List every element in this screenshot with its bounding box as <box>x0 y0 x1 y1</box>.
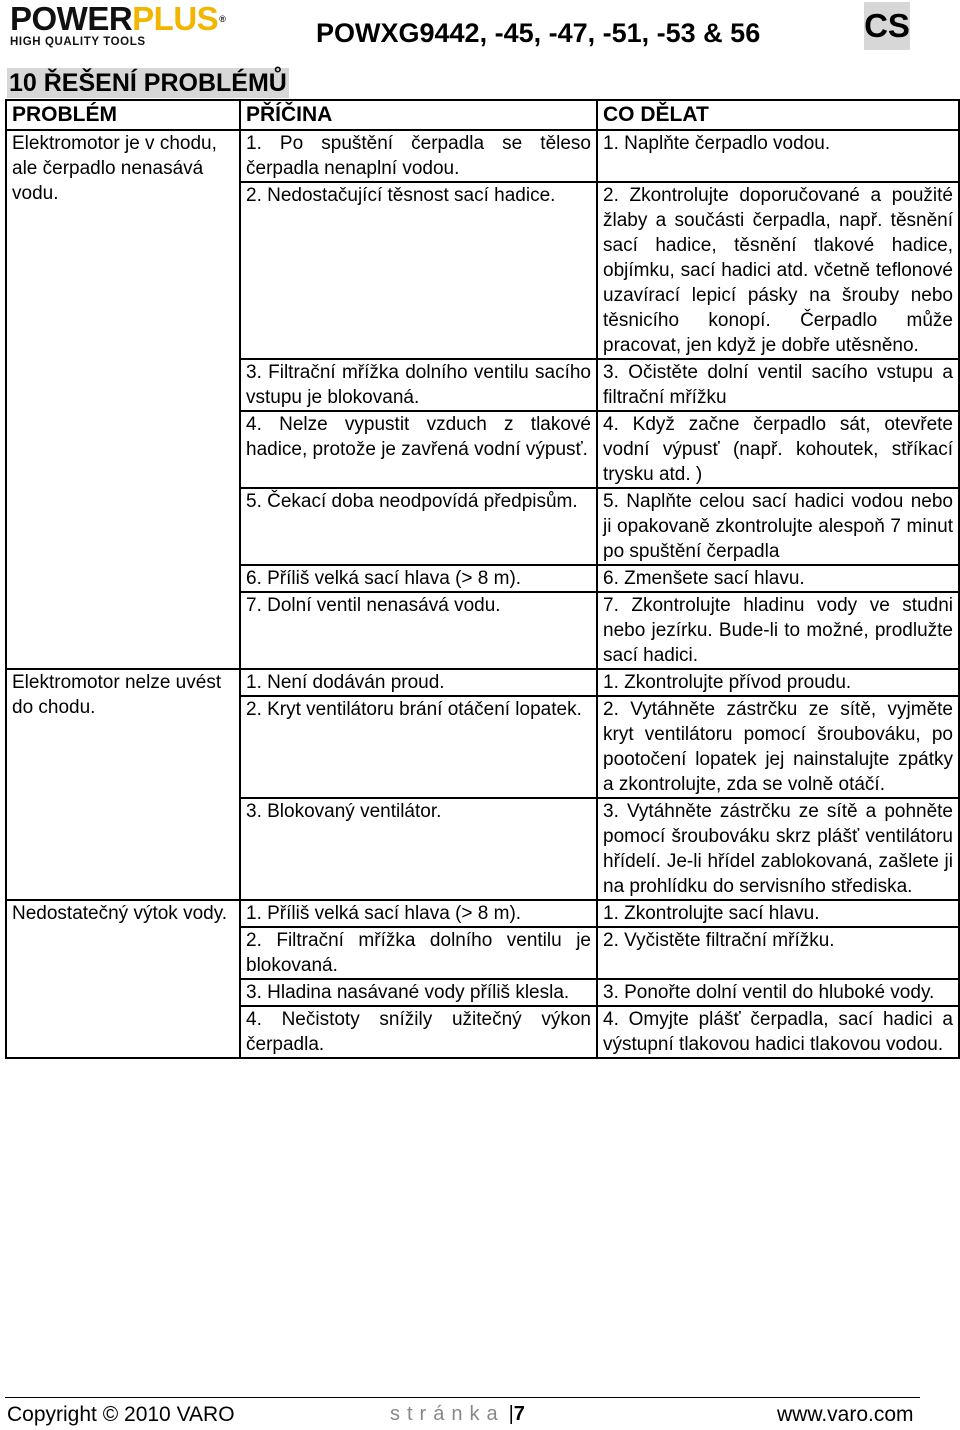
cause-cell: 3. Hladina nasávané vody příliš klesla. <box>240 979 597 1006</box>
language-badge: CS <box>864 2 910 50</box>
page-label: stránka <box>390 1403 505 1425</box>
cause-cell: 3. Filtrační mřížka dolního ventilu sacího vstupu je blokovaná. <box>240 359 597 411</box>
troubleshooting-table <box>5 99 960 1059</box>
cause-cell: 3. Blokovaný ventilátor. <box>240 798 597 900</box>
logo-power-text: POWER <box>10 0 133 37</box>
action-cell: 7. Zkontrolujte hladinu vody ve studni nebo jezírku. Bude-li to možné, prodlužte sací hadici. <box>597 592 959 669</box>
problem-cell: Nedostatečný výtok vody. <box>6 900 240 1058</box>
action-cell: 2. Zkontrolujte doporučované a použité žlaby a součásti čerpadla, např. těsnění sací hadice, těsnění tlakové hadice, objímku, sací hadici atd. včetně teflonové uzavírací lepicí pásky na šrouby nebo těsnicího konopí. Čerpadlo může pracovat, jen když je dobře utěsněno. <box>597 182 959 359</box>
action-cell: 4. Omyjte plášť čerpadla, sací hadici a výstupní tlakovou hadici tlakovou vodou. <box>597 1006 959 1058</box>
cause-cell: 5. Čekací doba neodpovídá předpisům. <box>240 488 597 565</box>
action-cell: 2. Vytáhněte zástrčku ze sítě, vyjměte kryt ventilátoru pomocí šroubováku, po pootočení lopatek jej nainstalujte zpátky a zkontrolujte, zda se volně otáčí. <box>597 696 959 798</box>
logo-tagline: HIGH QUALITY TOOLS <box>10 36 146 48</box>
cause-cell: 2. Filtrační mřížka dolního ventilu je blokovaná. <box>240 927 597 979</box>
cause-cell: 4. Nečistoty snížily užitečný výkon čerpadla. <box>240 1006 597 1058</box>
cause-cell: 7. Dolní ventil nenasává vodu. <box>240 592 597 669</box>
cause-cell: 1. Příliš velká sací hlava (> 8 m). <box>240 900 597 927</box>
action-cell: 3. Vytáhněte zástrčku ze sítě a pohněte pomocí šroubováku skrz plášť ventilátoru hřídelí. Je-li hřídel zablokovaná, zašlete ji na prohlídku do servisního střediska. <box>597 798 959 900</box>
header-cause: PŘÍČINA <box>240 100 597 130</box>
powerplus-logo <box>10 0 270 48</box>
footer-copyright: Copyright © 2010 VARO <box>7 1403 235 1426</box>
action-cell: 1. Naplňte čerpadlo vodou. <box>597 130 959 182</box>
section-title: 10 ŘEŠENÍ PROBLÉMŮ <box>9 69 287 97</box>
action-cell: 6. Zmenšete sací hlavu. <box>597 565 959 592</box>
logo-plus-text: PLUS <box>132 0 219 37</box>
logo-registered-mark: ® <box>219 14 226 24</box>
action-cell: 2. Vyčistěte filtrační mřížku. <box>597 927 959 979</box>
model-numbers: POWXG9442, -45, -47, -51, -53 & 56 <box>316 18 761 48</box>
page-separator: | <box>508 1403 514 1425</box>
cause-cell: 4. Nelze vypustit vzduch z tlakové hadice, protože je zavřená vodní výpusť. <box>240 411 597 488</box>
logo-wordmark <box>10 0 270 37</box>
table-row <box>6 130 959 182</box>
action-cell: 3. Očistěte dolní ventil sacího vstupu a filtrační mřížku <box>597 359 959 411</box>
table-header-row <box>6 100 959 130</box>
page-number: 7 <box>513 1403 525 1425</box>
table-row <box>6 900 959 927</box>
header-action: CO DĚLAT <box>597 100 959 130</box>
cause-cell: 6. Příliš velká sací hlava (> 8 m). <box>240 565 597 592</box>
action-cell: 5. Naplňte celou sací hadici vodou nebo ji opakovaně zkontrolujte alespoň 7 minut po spuštění čerpadla <box>597 488 959 565</box>
action-cell: 3. Ponořte dolní ventil do hluboké vody. <box>597 979 959 1006</box>
footer-website: www.varo.com <box>777 1403 914 1426</box>
cause-cell: 2. Nedostačující těsnost sací hadice. <box>240 182 597 359</box>
table-row <box>6 669 959 696</box>
action-cell: 1. Zkontrolujte sací hlavu. <box>597 900 959 927</box>
action-cell: 4. Když začne čerpadlo sát, otevřete vodní výpusť (např. kohoutek, stříkací trysku atd. ) <box>597 411 959 488</box>
footer-divider <box>5 1397 920 1398</box>
cause-cell: 1. Po spuštění čerpadla se těleso čerpadla nenaplní vodou. <box>240 130 597 182</box>
problem-cell: Elektromotor je v chodu, ale čerpadlo nenasává vodu. <box>6 130 240 669</box>
footer-page-indicator <box>390 1403 525 1426</box>
cause-cell: 1. Není dodáván proud. <box>240 669 597 696</box>
header-problem: PROBLÉM <box>6 100 240 130</box>
problem-cell: Elektromotor nelze uvést do chodu. <box>6 669 240 900</box>
cause-cell: 2. Kryt ventilátoru brání otáčení lopatek. <box>240 696 597 798</box>
action-cell: 1. Zkontrolujte přívod proudu. <box>597 669 959 696</box>
